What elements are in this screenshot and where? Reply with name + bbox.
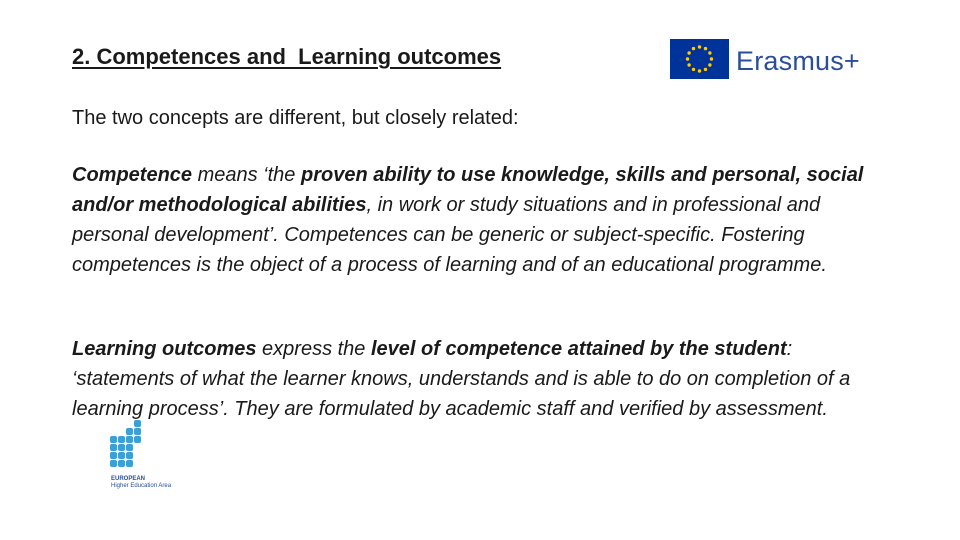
ehea-piece-icon <box>118 460 125 467</box>
eu-star-icon <box>708 63 711 66</box>
eu-star-icon <box>692 47 695 50</box>
ehea-line-1: EUROPEAN <box>111 476 146 482</box>
eu-flag-icon <box>670 39 729 79</box>
ehea-piece-icon <box>126 452 133 459</box>
competence-term: Competence <box>72 164 193 186</box>
ehea-piece-icon <box>110 444 117 451</box>
ehea-line-2: Higher Education Area <box>111 483 172 489</box>
intro-text: The two concepts are different, but closely related: <box>72 107 519 129</box>
erasmus-plus-wordmark: Erasmus+ <box>736 46 860 76</box>
eu-star-icon <box>687 51 690 54</box>
learning-outcomes-emphasis: level of competence attained by the student <box>371 338 787 360</box>
ehea-piece-icon <box>118 444 125 451</box>
ehea-piece-icon <box>118 452 125 459</box>
ehea-piece-icon <box>134 428 141 435</box>
ehea-piece-icon <box>110 452 117 459</box>
ehea-piece-icon <box>118 436 125 443</box>
ehea-piece-icon <box>126 436 133 443</box>
learning-outcomes-definition <box>72 334 872 424</box>
eu-star-icon <box>692 68 695 71</box>
eu-star-icon <box>698 69 701 72</box>
ehea-logo <box>104 418 184 494</box>
competence-text-2: , in work or study situations and in professional and personal development’. Competences can be generic or subject-specific. Fostering competences is the object of a process of learning and of an educational programme. <box>72 194 827 276</box>
ehea-piece-icon <box>126 444 133 451</box>
learning-outcomes-term: Learning outcomes <box>72 338 257 360</box>
eu-star-icon <box>686 57 689 60</box>
competence-definition <box>72 160 872 280</box>
eu-star-icon <box>704 68 707 71</box>
ehea-puzzle-icon <box>104 418 154 474</box>
eu-star-icon <box>710 57 713 60</box>
eu-star-icon <box>708 51 711 54</box>
ehea-piece-icon <box>134 420 141 427</box>
ehea-piece-icon <box>126 428 133 435</box>
ehea-piece-icon <box>110 436 117 443</box>
competence-text-1: means ‘the <box>192 164 301 186</box>
learning-outcomes-text-1: express the <box>256 338 371 360</box>
ehea-piece-icon <box>134 436 141 443</box>
eu-star-icon <box>698 45 701 48</box>
learning-outcomes-text-2: : ‘statements of what the learner knows, understands and is able to do on completion of a learning process’. They are formulated by academic staff and verified by assessment. <box>72 338 851 420</box>
competence-emphasis: proven ability to use knowledge, skills and personal, social and/or methodological abilities <box>72 164 864 216</box>
eu-star-icon <box>687 63 690 66</box>
eu-star-icon <box>704 47 707 50</box>
erasmus-plus-logo <box>670 38 870 82</box>
slide-title: 2. Competences and Learning outcomes <box>72 44 502 69</box>
ehea-piece-icon <box>126 460 133 467</box>
ehea-logo-text <box>111 476 171 490</box>
ehea-piece-icon <box>110 460 117 467</box>
